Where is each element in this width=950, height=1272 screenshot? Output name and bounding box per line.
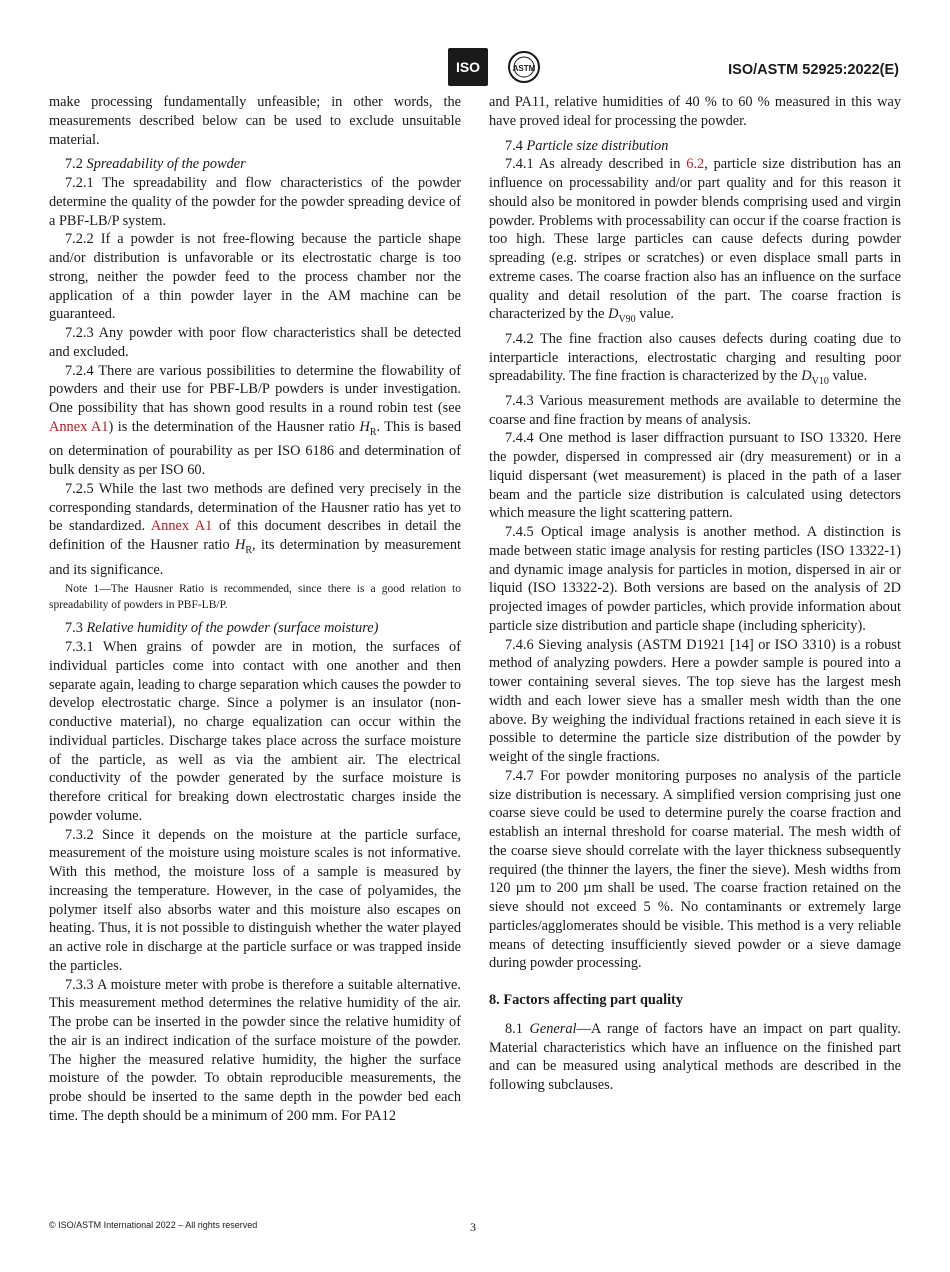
note: Note 1—The Hausner Ratio is recommended, since there is a good relation to spreadability of powders in PBF-LB/P. [49,583,461,611]
paragraph: 8.1 General—A range of factors have an impact on part quality. Material characteristics which have an influence on the finished part and can be measured using analytical methods are described in the following subclauses. [489,1020,901,1094]
paragraph: 7.4.7 For powder monitoring purposes no analysis of the particle size distribution is necessary. A simplified version comprising just one coarse sieve could be used to determine purely the coarse fraction and establish an internal threshold for coarse material. The mesh width of the coarse sieve should correlate with the layer thickness subsequently required (the thinner the layers, the finer the sieve). Mesh widths from 120 µm to 200 µm shall be used. The coarse fraction retained on the sieve should not exceed 5 %. No contaminants or extremely large particles/agglomerates should be visible. This method is a very reliable means of detecting insufficiently sieved powder or a sieve damage during powder processing. [489,767,901,972]
paragraph: 7.4.1 As already described in 6.2, particle size distribution has an influence on processability and/or part quality and for this reason it should also be monitored in powder blends comprising used and virgin powder. Problems with processability can occur if the coarse fraction is too high. These large particles can cause defects during powder spreading (e.g. stripes or scratches) or even displace small parts in extreme cases. The coarse fraction also has an influence on the surface quality and detail resolution of the part. The coarse fraction is characterized by the $D_{V90}$ value. [489,156,901,326]
header-logos [448,48,544,86]
paragraph: 7.3.3 A moisture meter with probe is therefore a suitable alternative. This measurement method determines the relative humidity of the air. The probe can be inserted in the powder since the relative humidity of the air is an indirect indication of the surface moisture of the powder. The higher the measured relative humidity, the higher the surface moisture of the powder. To obtain reproducible measurements, the probe should be inserted to the same depth in the powder bed each time. The depth should be a minimum of 200 mm. For PA12 [49,976,461,1124]
paragraph: make processing fundamentally unfeasible; in other words, the measurements described below can be used to exclude unsuitable material. [49,94,461,148]
paragraph: 7.3.2 Since it depends on the moisture at the particle surface, measurement of the moisture using moisture scales is not informative. With this method, the moisture loss of a sample is measured by increasing the temperature. However, in the case of polyamides, the polymer itself also absorbs water and this moisture also escapes on heating. Thus, it is not possible to distinguish whether the water played an active role in discharge at the particle surface or was trapped inside the particles. [49,826,461,974]
paragraph: 7.2.1 The spreadability and flow characteristics of the powder determine the quality of the powder for the powder spreading device of a PBF-LB/P system. [49,175,461,229]
right-column [489,93,901,1095]
paragraph: 7.4.3 Various measurement methods are available to determine the coarse and fine fraction by means of analysis. [489,392,901,428]
paragraph: and PA11, relative humidities of 40 % to 60 % measured in this way have proved ideal for processing the powder. [489,94,901,129]
paragraph: 7.2.5 While the last two methods are defined very precisely in the corresponding standards, determination of the Hausner ratio has yet to be standardized. Annex A1 of this document describes in detail the definition of the Hausner ratio $H_R$, its determination by measurement and its significance. [49,480,461,578]
section-link[interactable]: 6.2 [686,156,705,173]
astm-logo-mark [504,48,544,86]
paragraph: 7.4.6 Sieving analysis (ASTM D1921 [14] or ISO 3310) is a robust method of analyzing powders. Here a powder sample is poured into a tower containing several sieves. The top sieve has the largest mesh width and each lower sieve has a smaller mesh width than the one above. By weighing the individual fractions retained in each sieve it is possible to determine the particle size distribution of the powder by weight of the single fractions. [489,636,901,766]
svg-text:ASTM: ASTM [512,64,536,73]
subsection-heading: 7.3 Relative humidity of the powder (surface moisture) [65,620,379,637]
iso-logo: ISO [448,48,488,86]
paragraph: 7.3.1 When grains of powder are in motion, the surfaces of individual particles come into contact with one another and then separate again, leading to charge separation which causes the powder to develop electrostatic charge. Since a polymer is an insulator (non-conductive material), no charge equalization can occur within the individual particles. Discharge takes place across the surface moisture of the particle, as well as via the ambient air. The electrical conductivity of the powder generated by the surface moisture is therefore critical for breaking down electrostatic charges inside the powder volume. [49,639,461,824]
copyright: © ISO/ASTM International 2022 – All rights reserved [49,1220,258,1230]
paragraph: 7.4.5 Optical image analysis is another method. A distinction is made between static image analysis for resting particles (ISO 13322-1) and dynamic image analysis for particles in motion, dispersed in air or liquid (ISO 13322-2). Both versions are based on the analysis of 2D projected images of powder particles, which provide information about particle size distribution and particle shape (including sphericity). [489,524,901,634]
page-number: 3 [470,1220,476,1234]
annex-link[interactable]: Annex A1 [150,518,213,535]
paragraph: 7.2.4 There are various possibilities to determine the flowability of powders and their use for PBF-LB/P powders is under investigation. One possibility that has shown good results in a round robin test (see Annex A1) is the determination of the Hausner ratio $H_R$. This is based on determination of pourability as per ISO 6186 and determination of bulk density as per ISO 60. [49,362,461,479]
paragraph: 7.4.4 One method is laser diffraction pursuant to ISO 13320. Here the powder, dispersed in compressed air (dry measurement) or in a liquid dispersant (wet measurement) is placed in the path of a laser beam and the particle size distribution is calculated using detectors which measure the light scattering pattern. [489,430,901,522]
standard-number: ISO/ASTM 52925:2022(E) [728,62,899,78]
paragraph: 7.4.2 The fine fraction also causes defects during coating due to interparticle interactions, electrostatic charging and resulting poor spreadability. The fine fraction is characterized by the $D_{V10}$ value. [489,330,901,388]
section-heading: 8. Factors affecting part quality [489,992,684,1009]
subsection-heading: 7.4 Particle size distribution [505,137,669,154]
left-column [49,93,461,1126]
annex-link[interactable]: Annex A1 [49,418,109,435]
paragraph: 7.2.2 If a powder is not free-flowing because the particle shape and/or distribution is unfavorable or its electrostatic charge is too strong, neither the powder feed to the process chamber nor the application of a thin powder layer in the AM machine can be guaranteed. [49,231,461,323]
subsection-heading: 7.2 Spreadability of the powder [65,156,246,173]
astm-logo [504,48,544,86]
paragraph: 7.2.3 Any powder with poor flow characteristics shall be detected and excluded. [49,325,461,360]
